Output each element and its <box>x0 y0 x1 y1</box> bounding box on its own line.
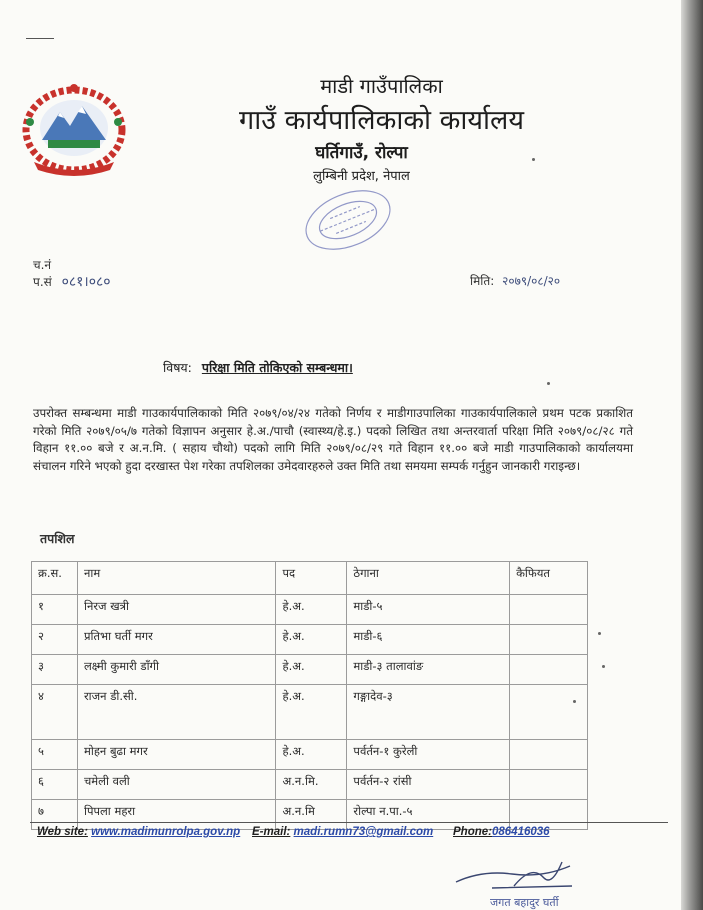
footer-phone <box>453 826 550 838</box>
cell-address: पर्वर्तन-२ रांसी <box>347 770 510 800</box>
cell-sn: ३ <box>32 655 78 685</box>
col-header-sn: क्र.स. <box>32 562 78 595</box>
footer-email <box>252 826 433 838</box>
cell-sn: ४ <box>32 685 78 740</box>
footer-rule <box>30 822 668 823</box>
table-row <box>32 800 588 830</box>
cell-post: हे.अ. <box>276 655 347 685</box>
scan-speck <box>602 665 605 668</box>
cell-name: लक्ष्मी कुमारी डाँगी <box>77 655 276 685</box>
cell-post: हे.अ. <box>276 625 347 655</box>
cell-name: पिपला महरा <box>77 800 276 830</box>
pa-sa-value: ०८१।०८० <box>61 274 111 290</box>
scan-speck <box>547 382 550 385</box>
email-label: E-mail: <box>252 826 291 838</box>
table-row <box>32 595 588 625</box>
cell-sn: ६ <box>32 770 78 800</box>
cell-name: प्रतिभा घर्ती मगर <box>77 625 276 655</box>
cell-address: माडी-३ तालावांङ <box>347 655 510 685</box>
cell-remarks <box>510 770 588 800</box>
cell-remarks <box>510 685 588 740</box>
cell-name: मोहन बुढा मगर <box>77 740 276 770</box>
cell-remarks <box>510 655 588 685</box>
pa-sa-label: प.सं <box>33 275 52 289</box>
handwritten-signature <box>452 856 582 894</box>
cell-sn: ५ <box>32 740 78 770</box>
cell-address: माडी-६ <box>347 625 510 655</box>
email-link[interactable]: madi.rumn73@gmail.com <box>293 826 434 838</box>
col-header-address: ठेगाना <box>347 562 510 595</box>
signer-name: जगत बहादुर घर्ती <box>490 896 559 909</box>
cell-post: हे.अ. <box>276 685 347 740</box>
cell-remarks <box>510 740 588 770</box>
cell-post: हे.अ. <box>276 740 347 770</box>
website-link[interactable]: www.madimunrolpa.gov.np <box>91 826 241 838</box>
phone-number: 086416036 <box>491 826 550 838</box>
cell-address: पर्वर्तन-१ कुरेली <box>347 740 510 770</box>
table-title: तपशिल <box>40 531 75 546</box>
table-row <box>32 625 588 655</box>
website-label: Web site: <box>37 826 88 838</box>
cell-sn: ७ <box>32 800 78 830</box>
office-name: गाउँ कार्यपालिकाको कार्यालय <box>239 105 524 136</box>
municipality-name: माडी गाउँपालिका <box>320 74 443 98</box>
cell-sn: २ <box>32 625 78 655</box>
scan-speck <box>573 700 576 703</box>
office-stamp <box>292 184 404 256</box>
cell-name: चमेली वली <box>77 770 276 800</box>
table-row <box>32 655 588 685</box>
cell-address: गङ्गादेव-३ <box>347 685 510 740</box>
cell-post: हे.अ. <box>276 595 347 625</box>
cell-address: रोल्पा न.पा.-५ <box>347 800 510 830</box>
cell-sn: १ <box>32 595 78 625</box>
notice-paragraph: उपरोक्त सम्बन्धमा माडी गाउकार्यपालिकाको मिति २०७९/०४/२४ गतेको निर्णय र माडीगाउपालिका गाउकार्यपालिकाले प्रथम पटक प्रकाशित गरेको मिति २०७९/०५/७ गतेको विज्ञापन अनुसार हे.अ./पाचौ (स्वास्थ्य/हे.इ.) पदको लिखित तथा अन्तरवार्ता परिक्षा मिति २०७९/०८/२८ गते विहान ११.०० बजे र अ.न.मि. ( सहाय चौथो) पदको लागि मिति २०७९/०८/२९ गते विहान ११.०० बजे माडी गाउपालिकाको कार्यालयमा संचालन गरिने भएको हुदा दरखास्त पेश गरेका तपशिलका उमेदवारहरुले उक्त मिति तथा समयमा सम्पर्क गर्नुहुन जानकारी गराइन्छ। <box>33 406 633 473</box>
footer-website <box>37 826 240 838</box>
office-location: घर्तिगाउँ, रोल्पा <box>315 143 408 163</box>
cell-address: माडी-५ <box>347 595 510 625</box>
subject-label: विषय: <box>163 360 192 375</box>
scan-speck <box>598 632 601 635</box>
cell-remarks <box>510 595 588 625</box>
pa-sa-line <box>33 272 111 291</box>
phone-label: Phone: <box>453 826 492 838</box>
col-header-name: नाम <box>77 562 276 595</box>
subject-line <box>163 359 353 376</box>
cell-name: निरज खत्री <box>77 595 276 625</box>
col-header-remarks: कैफियत <box>510 562 588 595</box>
cell-post: अ.न.मि. <box>276 770 347 800</box>
candidate-table <box>31 561 588 830</box>
scan-speck <box>532 158 535 161</box>
cell-name: राजन डी.सी. <box>77 685 276 740</box>
cell-post: अ.न.मि <box>276 800 347 830</box>
table-row <box>32 685 588 740</box>
table-row <box>32 770 588 800</box>
subject-text: परिक्षा मिति तोकिएको सम्बन्धमा। <box>201 360 353 375</box>
table-row <box>32 740 588 770</box>
table-header-row <box>32 562 588 595</box>
province-line: लुम्बिनी प्रदेश, नेपाल <box>313 169 410 184</box>
cell-remarks <box>510 625 588 655</box>
date-value: २०७९/०८/२० <box>502 274 561 288</box>
corner-dash <box>26 38 54 39</box>
cha-no-label: च.नं <box>33 258 52 272</box>
col-header-post: पद <box>276 562 347 595</box>
date-line <box>470 272 560 289</box>
date-label: मिति: <box>470 274 495 288</box>
cell-remarks <box>510 800 588 830</box>
